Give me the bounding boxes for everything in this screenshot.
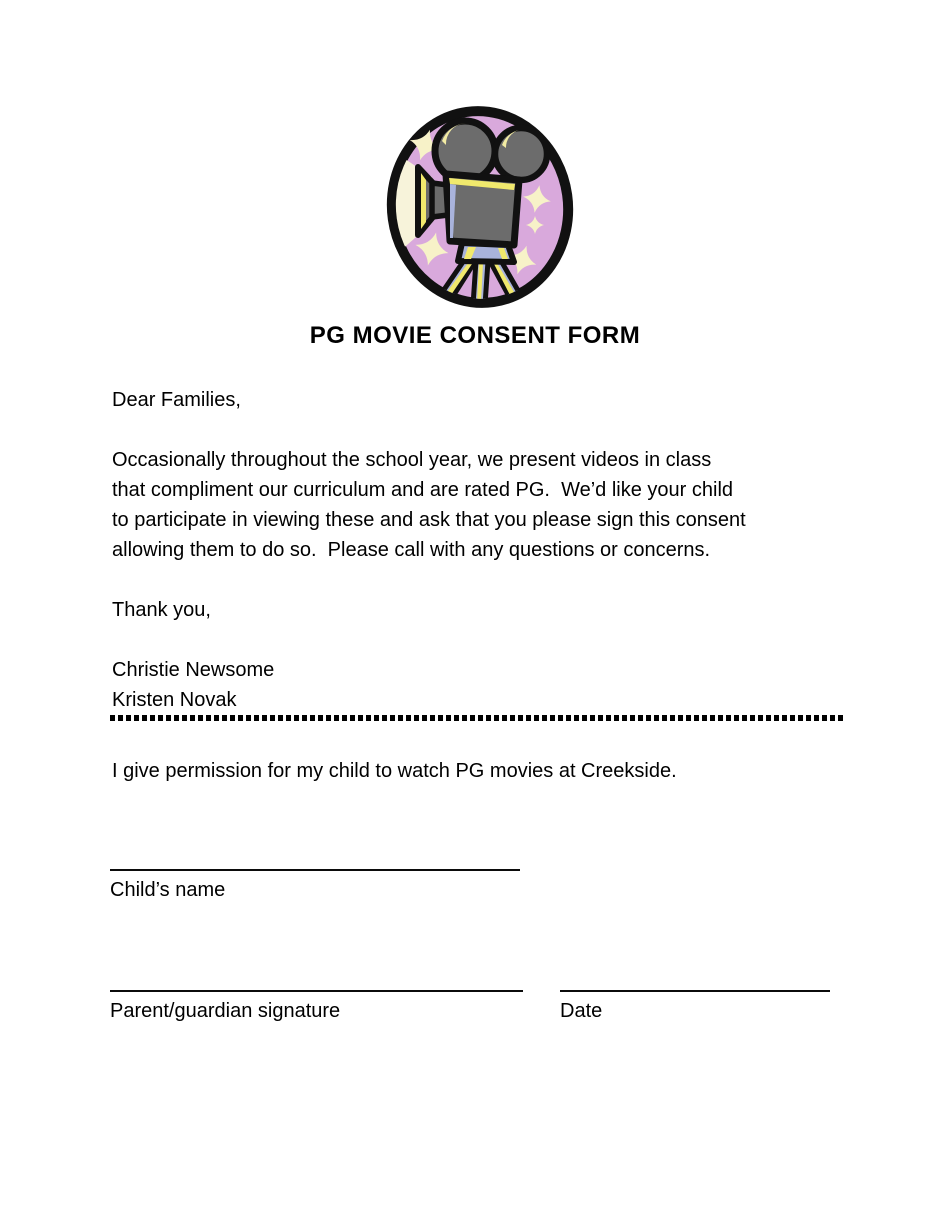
date-field — [560, 990, 830, 1026]
date-line — [560, 990, 830, 992]
body-line: that compliment our curriculum and are rated PG. We’d like your child — [112, 479, 734, 501]
film-reel-right — [495, 128, 547, 180]
signatory-name: Kristen Novak — [112, 689, 237, 711]
signatory-name: Christie Newsome — [112, 659, 275, 681]
salutation: Dear Families, — [112, 389, 241, 411]
body-line: to participate in viewing these and ask that you please sign this consent — [112, 509, 746, 531]
child-name-field — [110, 869, 520, 905]
child-name-label: Child’s name — [110, 879, 226, 901]
parent-signature-label: Parent/guardian signature — [110, 1000, 341, 1022]
body-line: allowing them to do so. Please call with any questions or concerns. — [112, 539, 711, 561]
body-line: Occasionally throughout the school year, we present videos in class — [112, 449, 712, 471]
permission-statement: I give permission for my child to watch PG movies at Creekside. — [112, 760, 677, 782]
dotted-separator — [110, 715, 843, 721]
date-label: Date — [560, 1000, 603, 1022]
form-title: PG MOVIE CONSENT FORM — [309, 322, 641, 349]
parent-signature-field — [110, 990, 523, 1026]
movie-camera-clipart — [380, 103, 580, 308]
child-name-signature-line — [110, 869, 520, 871]
body-paragraph — [112, 445, 746, 565]
lens-cone-highlight — [421, 173, 426, 229]
parent-signature-line — [110, 990, 523, 992]
closing: Thank you, — [112, 599, 211, 621]
